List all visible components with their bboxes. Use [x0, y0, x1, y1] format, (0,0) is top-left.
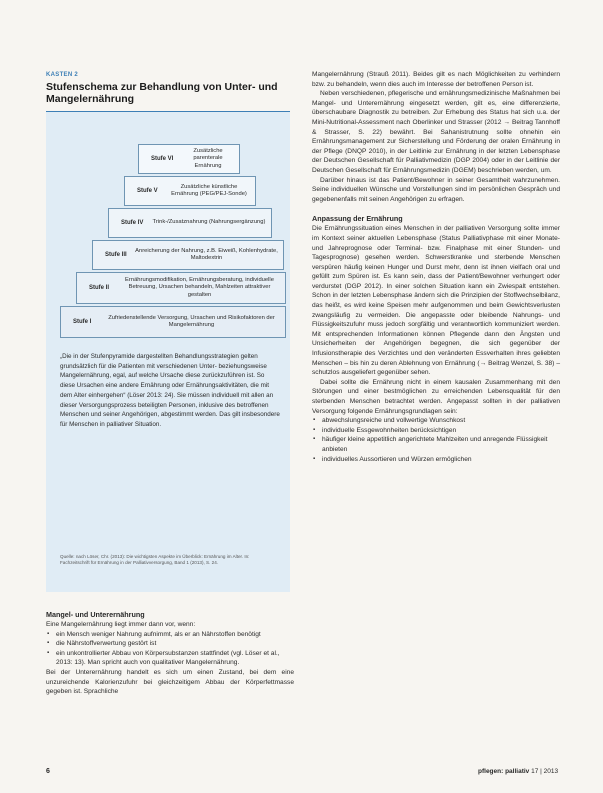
- journal-footer: [478, 768, 558, 775]
- pyramid-step-3: [92, 240, 284, 270]
- section-heading: Mangel- und Unterernährung: [46, 610, 145, 619]
- paragraph: Neben verschiedenen, pflegerische und ernährungsmedizinische Maßnahmen bei Mangel- und Unterernährung eingesetzt werden, gilt es, eine differenzierte, überschaubare Diagnostik zu betreiben. Zur Erhebung des Status hat sich u.a. der Mini-Nutritional-Assessment nach Oberlinker und Strasser (2012 → Beitrag Tannhoff & Strasser, S. 22) bewährt. Bei Sahanistrutnung sollte ohnehin ein Ernährungsmanagement zur Sicherstellung und Förderung der oralen Ernährung in der Pflege (DNQP 2010), in der Leitlinie zur Ernährung in der letzten Lebensphase der Deutschen Gesellschaft für Palliativmedizin (DGP 2004) oder in der Leitlinie der Deutschen Gesellschaft für Ernährungsmedizin (DGEM) beschrieben werden, um.: [312, 90, 560, 174]
- pyramid-step-1: [60, 306, 286, 338]
- step-level: Stufe VI: [151, 156, 174, 162]
- pyramid-step-6: [138, 144, 240, 174]
- section-heading: Anpassung der Ernährung: [312, 214, 403, 224]
- list-item: ▪ individuelle Essgewohnheiten berücksichtigen: [312, 426, 560, 436]
- step-description: Zusätzliche parenterale Ernährung: [193, 148, 223, 169]
- paragraph: Dabei sollte die Ernährung nicht in einem kausalen Zusammenhang mit den Störungen und einer bestmöglichen zu erreichenden Lebensqualität für den sterbenden Menschen betrachtet werden. Angepasst sollten in der palliativen Versorgung folgende Ernährungsgrundlagen sein:: [312, 378, 560, 415]
- list-item: ▪ häufiger kleine appetitlich angerichtete Mahlzeiten und anregende Flüssigkeit anbieten: [312, 435, 560, 454]
- bullet-list: [312, 416, 560, 464]
- pyramid-step-5: [124, 176, 256, 206]
- section-intro: Eine Mangelernährung liegt immer dann vor, wenn:: [46, 621, 196, 628]
- page-number: 6: [46, 768, 50, 775]
- right-column: [312, 70, 560, 464]
- step-level: Stufe III: [105, 252, 127, 258]
- step-description: Zusätzliche künstliche Ernährung (PEG/PEJ-Sonde): [171, 183, 247, 197]
- pyramid-step-4: [108, 208, 272, 238]
- journal-issue: 17 | 2013: [531, 768, 559, 775]
- paragraph: Darüber hinaus ist das Patient/Bewohner in seiner Gesamtheit wahrzunehmen. Seine individuellen Wünsche und Vorstellungen sind im persönlichen Gespräch und gegebenenfalls mit seinen Angehörigen zu erfragen.: [312, 176, 560, 203]
- box-quote: „Die in der Stufenpyramide dargestellten Behandlungsstrategien gelten grundsätzlich für die Patienten mit verschiedenen Unter- beziehungsweise Mangelernährung, egal, auf welche Ursache diese zurückzuführen ist. So diese Ursachen eine andere Ernährung oder Ernährungsaktivitäten, die mit dem Alter einhergehen“ (Löser 2013: 24). Sie müssen individuell mit allen an dieser Versorgungsprozess beteiligten Personen, inklusive des betroffenen Menschen und seiner Angehörigen, abgestimmt werden. Das gilt insbesondere für Menschen in palliativer Situation.: [60, 353, 280, 428]
- box-label: KASTEN 2: [46, 72, 79, 78]
- step-level: Stufe II: [89, 285, 110, 291]
- box-title: Stufenschema zur Behandlung von Unter- und Mangelernährung: [46, 81, 278, 105]
- list-item: ▪ die Nährstoffverwertung gestört ist: [46, 639, 294, 649]
- list-item: ▪ ein unkontrollierter Abbau von Körpersubstanzen stattfindet (vgl. Löser et al., 2013: 13). Man spricht auch von qualitativer Mangelernährung.: [46, 649, 294, 668]
- list-item: ▪ individuelles Aussortieren und Würzen ermöglichen: [312, 455, 560, 465]
- step-description: Ernährungsmodifikation, Ernährungsberatung, individuelle Betreuung, Ursachen behandeln, Mahlzeiten attraktiver gestalten: [125, 277, 274, 298]
- section-tail: Bei der Unterernährung handelt es sich um einen Zustand, bei dem eine unzureichende Kalorienzufuhr bei gleichzeitigem Abbau der Körperfettmasse gegeben ist. Sprachliche: [46, 668, 294, 696]
- info-box: [46, 111, 290, 592]
- list-item: ▪ ein Mensch weniger Nahrung aufnimmt, als er an Nährstoffen benötigt: [46, 630, 294, 640]
- left-column: [46, 72, 294, 697]
- step-description: Anreicherung der Nahrung, z.B. Eiweiß, Kohlenhydrate, Maltodextrin: [135, 247, 278, 261]
- step-description: Zufriedenstellende Versorgung, Ursachen und Risikofaktoren der Mangelernährung: [108, 314, 275, 328]
- pyramid-step-2: [76, 272, 286, 304]
- step-description: Trink-/Zusatznahrung (Nahrungsergänzung): [152, 219, 266, 226]
- step-level: Stufe V: [137, 188, 158, 194]
- box-source: Quelle: nach Löser, Chr. (2013): Die wichtigsten Aspekte im Überblick: Ernährung im Alter. In: Fachzeitschrift für Ernährung in der Palliativversorgung, Band 1 (2013), S. 24.: [60, 554, 250, 565]
- step-level: Stufe IV: [121, 220, 144, 226]
- paragraph: Die Ernährungssituation eines Menschen in der palliativen Versorgung sollte immer im Kontext seiner aktuellen Lebensphase (Status Palliativphase mit einer Monate- und Jahreprognose oder Terminal- bzw. Finalphase mit einer Stunden- und Tagesprognose) gesehen werden. Schwerstkranke und sterbende Menschen verspüren häufig keinen Hunger und Durst mehr, denn ist ihnen vielfach oral und gefüllt zum Spüren ist. Es kann sein, dass der Patient/Bewohner verhungert oder verdurstet (DGP 2012). In einer solchen Situation kann ein Zwiespalt entstehen. Schon in der letzten Lebensphase ändern sich die Prinzipien der Stoffwechselbilanz, das heißt, es wird keine Speisen mehr aufgenommen und beim Gewichtsverlusten zwangsläufig zu vermeiden. Die angepasste oder bleibende Nahrungs- und Flüssigkeitszufuhr muss jedoch sorgfältig und verantwortlich kommuniziert werden. Mit entsprechenden Informationen können Pflegende dann den Ängsten und Unsicherheiten der Angehörigen begegnen, die sich gegenüber der Infusionstherapie des Verzichtes und den veränderten Essverhalten ihres geliebten Menschen – bis hin zu deren Ablehnung von Ernährung (→ Beitrag Wenzel, S. 38) – schutzlos ausgeliefert gegenüber sehen.: [312, 225, 560, 377]
- paragraph: Mangelernährung (Strauß 2011). Beides gilt es nach Möglichkeiten zu verhindern bzw. zu behandeln, wenn dies auch im Interesse der betroffenen Person ist.: [312, 71, 560, 88]
- journal-name: pflegen: palliativ: [478, 768, 530, 775]
- bullet-list: [46, 630, 294, 668]
- list-item: ▪ abwechslungsreiche und vollwertige Wunschkost: [312, 416, 560, 426]
- step-level: Stufe I: [73, 319, 92, 325]
